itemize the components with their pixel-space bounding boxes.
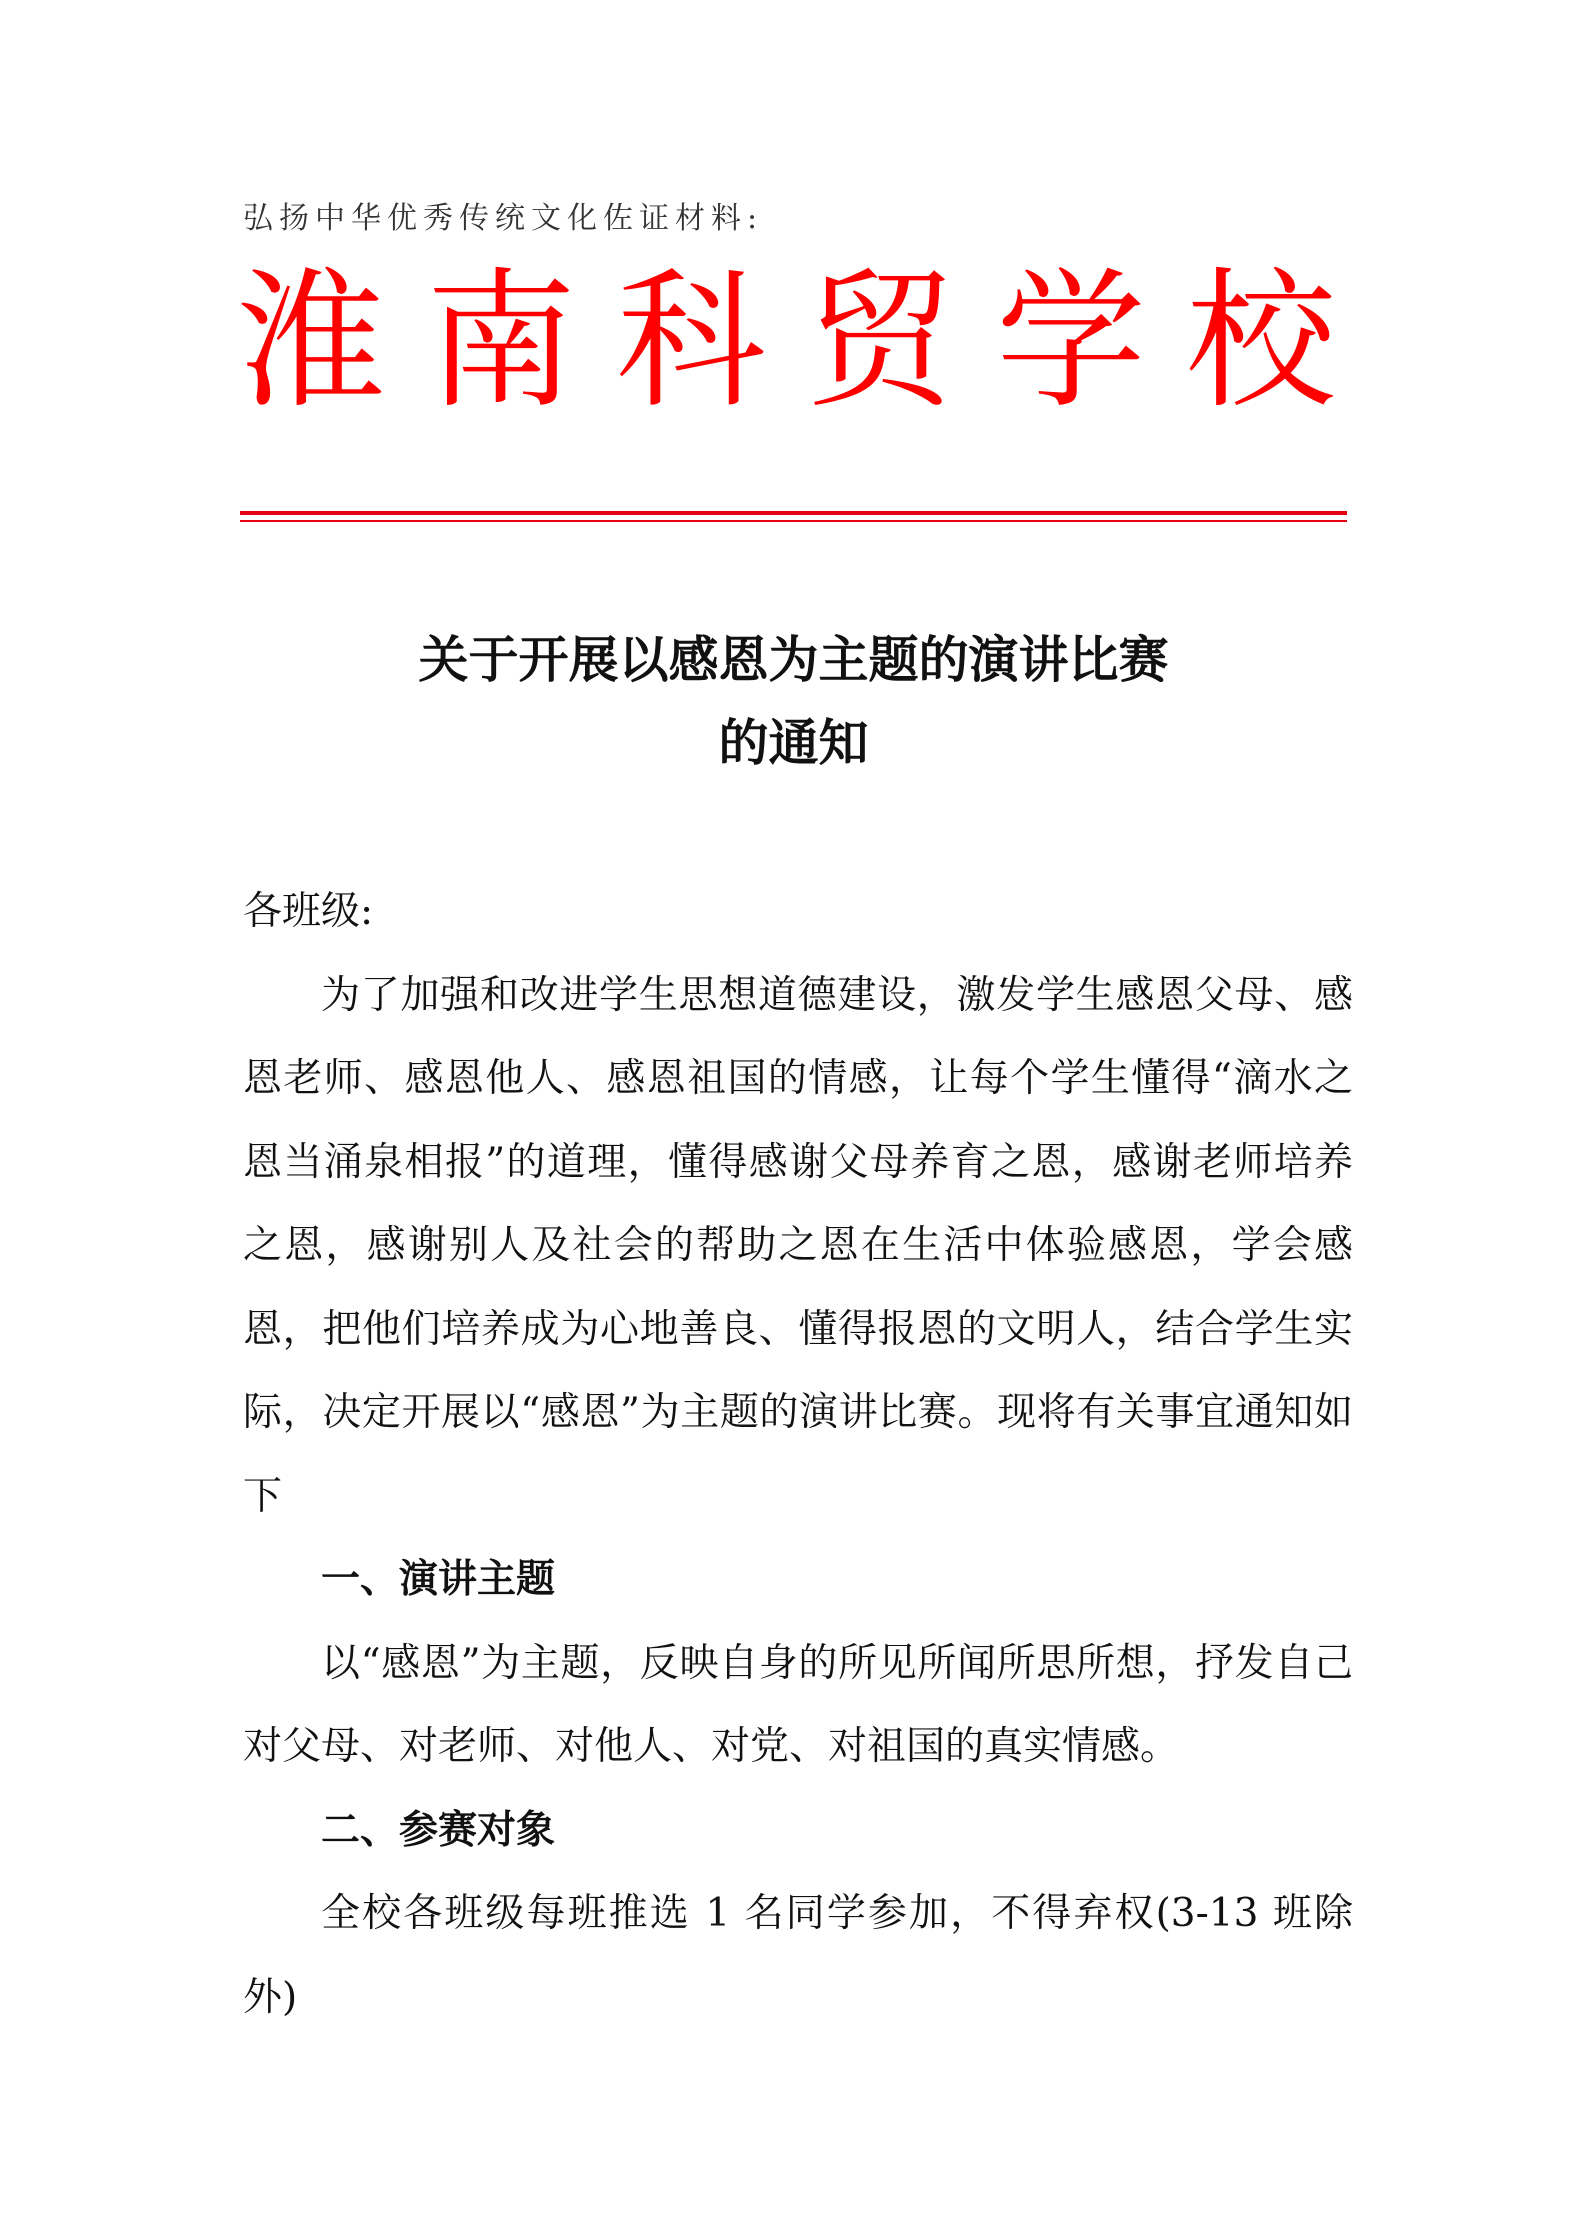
- section-1-heading: 一、演讲主题: [321, 1556, 556, 1602]
- section-2-text: 全校各班级每班推选 1 名同学参加，不得弃权(3-13 班除外): [243, 1891, 1353, 2020]
- section-1-text: 以“感恩”为主题，反映自身的所见所闻所思所想，抒发自己对父母、对老师、对他人、对党、对祖国的真实情感。: [243, 1640, 1353, 1769]
- header-note: 弘扬中华优秀传统文化佐证材料:: [243, 201, 764, 236]
- letterhead-rule-thin: [240, 520, 1347, 522]
- notice-body: [243, 870, 1353, 2039]
- org-name-letterhead: 淮南科贸学校: [236, 255, 1377, 429]
- title-line-1: 关于开展以感恩为主题的演讲比赛: [418, 630, 1169, 689]
- title-line-2: 的通知: [718, 713, 869, 772]
- notice-title: [240, 618, 1347, 784]
- salutation: 各班级:: [243, 889, 374, 934]
- letterhead-rule-thick: [240, 511, 1347, 515]
- section-2-heading: 二、参赛对象: [321, 1806, 556, 1853]
- intro-paragraph: 为了加强和改进学生思想道德建设，激发学生感恩父母、感恩老师、感恩他人、感恩祖国的情感，让每个学生懂得“滴水之恩当涌泉相报”的道理，懂得感谢父母养育之恩，感谢老师培养之恩，感谢别人及社会的帮助之恩在生活中体验感恩，学会感恩，把他们培养成为心地善良、懂得报恩的文明人，结合学生实际，决定开展以“感恩”为主题的演讲比赛。现将有关事宜通知如下: [243, 972, 1353, 1519]
